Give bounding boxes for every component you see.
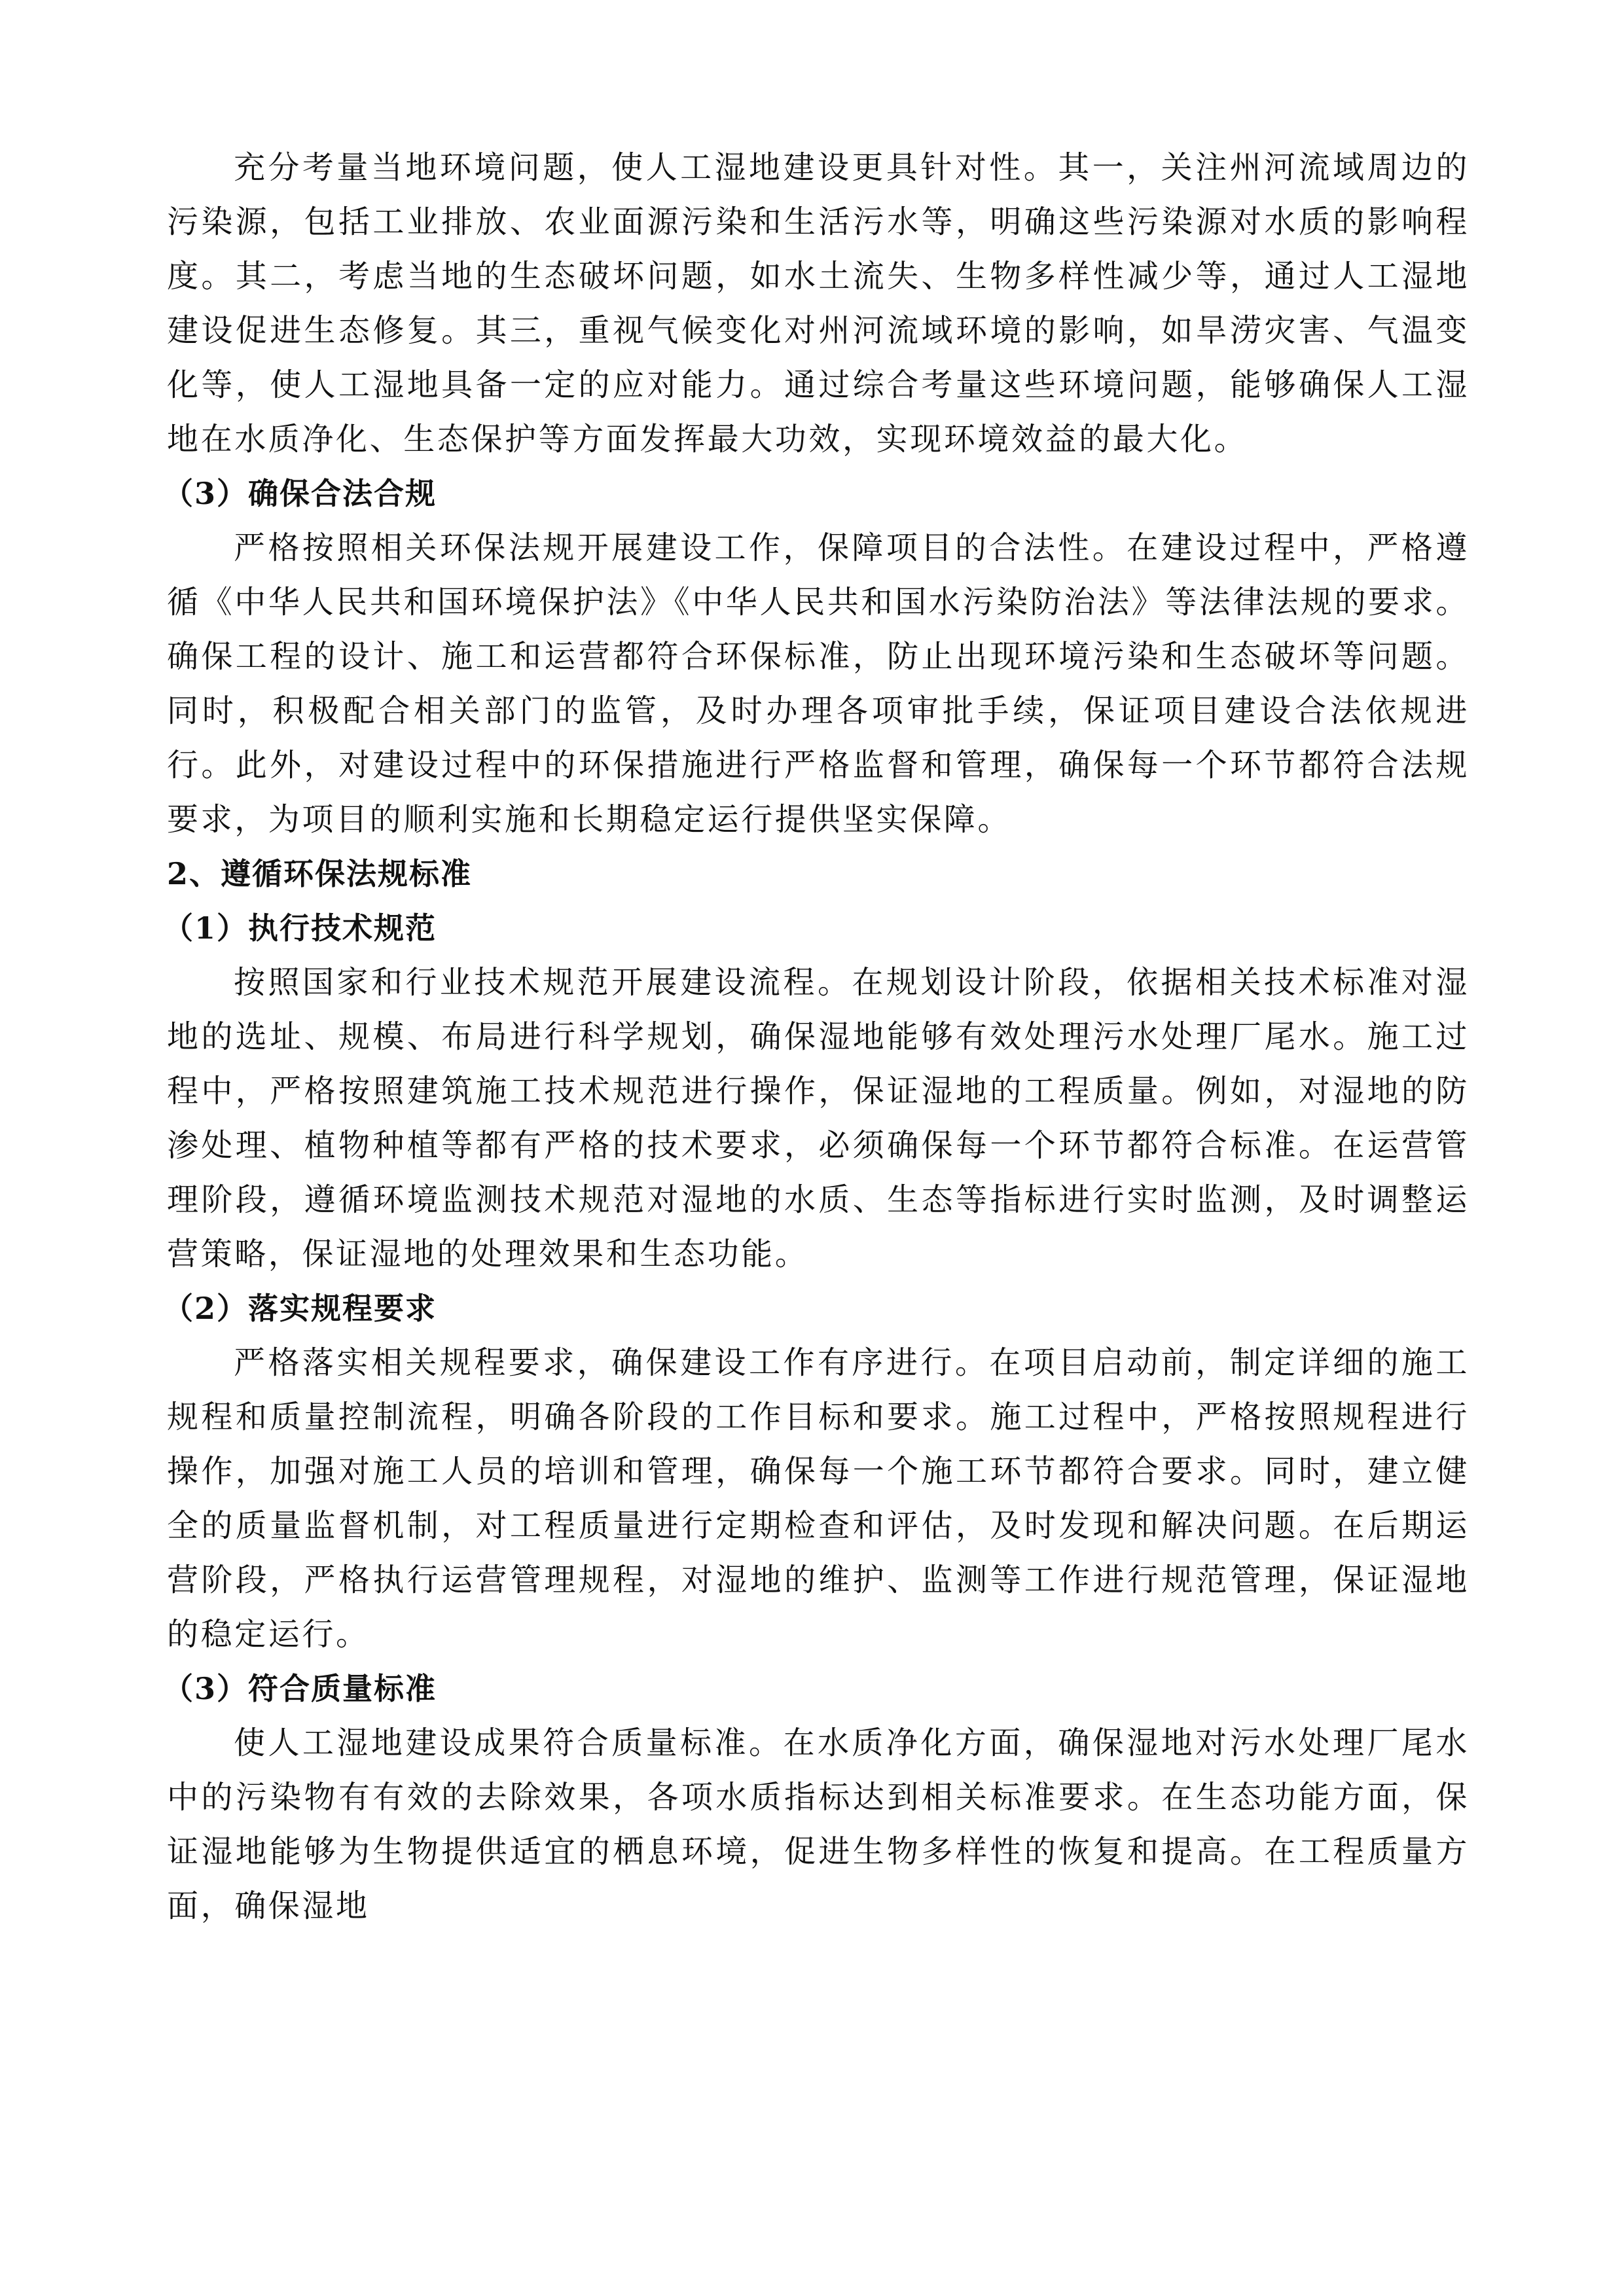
subheading-procedures: （2）落实规程要求: [163, 1291, 437, 1326]
paragraph-environment-issues: 充分考量当地环境问题，使人工湿地建设更具针对性。其一，关注州河流域周边的污染源，包括工业排放、农业面源污染和生活污水等，明确这些污染源对水质的影响程度。其二，考虑当地的生态破坏问题，如水土流失、生物多样性减少等，通过人工湿地建设促进生态修复。其三，重视气候变化对州河流域环境的影响，如旱涝灾害、气温变化等，使人工湿地具备一定的应对能力。通过综合考量这些环境问题，能够确保人工湿地在水质净化、生态保护等方面发挥最大功效，实现环境效益的最大化。: [167, 149, 1470, 457]
subheading-quality-standards: （3）符合质量标准: [163, 1671, 437, 1706]
paragraph-quality-standards: 使人工湿地建设成果符合质量标准。在水质净化方面，确保湿地对污水处理厂尾水中的污染物有有效的去除效果，各项水质指标达到相关标准要求。在生态功能方面，保证湿地能够为生物提供适宜的栖息环境，促进生物多样性的恢复和提高。在工程质量方面，确保湿地: [167, 1725, 1470, 1924]
paragraph-legal-compliance: 严格按照相关环保法规开展建设工作，保障项目的合法性。在建设过程中，严格遵循《中华人民共和国环境保护法》《中华人民共和国水污染防治法》等法律法规的要求。确保工程的设计、施工和运营都符合环保标准，防止出现环境污染和生态破坏等问题。同时，积极配合相关部门的监管，及时办理各项审批手续，保证项目建设合法依规进行。此外，对建设过程中的环保措施进行严格监督和管理，确保每一个环节都符合法规要求，为项目的顺利实施和长期稳定运行提供坚实保障。: [167, 529, 1470, 838]
subheading-technical-specs: （1）执行技术规范: [163, 910, 437, 946]
paragraph-technical-specs: 按照国家和行业技术规范开展建设流程。在规划设计阶段，依据相关技术标准对湿地的选址、规模、布局进行科学规划，确保湿地能够有效处理污水处理厂尾水。施工过程中，严格按照建筑施工技术规范进行操作，保证湿地的工程质量。例如，对湿地的防渗处理、植物种植等都有严格的技术要求，必须确保每一个环节都符合标准。在运营管理阶段，遵循环境监测技术规范对湿地的水质、生态等指标进行实时监测，及时调整运营策略，保证湿地的处理效果和生态功能。: [167, 964, 1470, 1272]
paragraph-procedures: 严格落实相关规程要求，确保建设工作有序进行。在项目启动前，制定详细的施工规程和质量控制流程，明确各阶段的工作目标和要求。施工过程中，严格按照规程进行操作，加强对施工人员的培训和管理，确保每一个施工环节都符合要求。同时，建立健全的质量监督机制，对工程质量进行定期检查和评估，及时发现和解决问题。在后期运营阶段，严格执行运营管理规程，对湿地的维护、监测等工作进行规范管理，保证湿地的稳定运行。: [167, 1344, 1470, 1653]
section-heading-regulations: 2、遵循环保法规标准: [167, 856, 473, 891]
subheading-legal-compliance: （3）确保合法合规: [163, 476, 437, 511]
document-page: [163, 141, 1470, 1933]
